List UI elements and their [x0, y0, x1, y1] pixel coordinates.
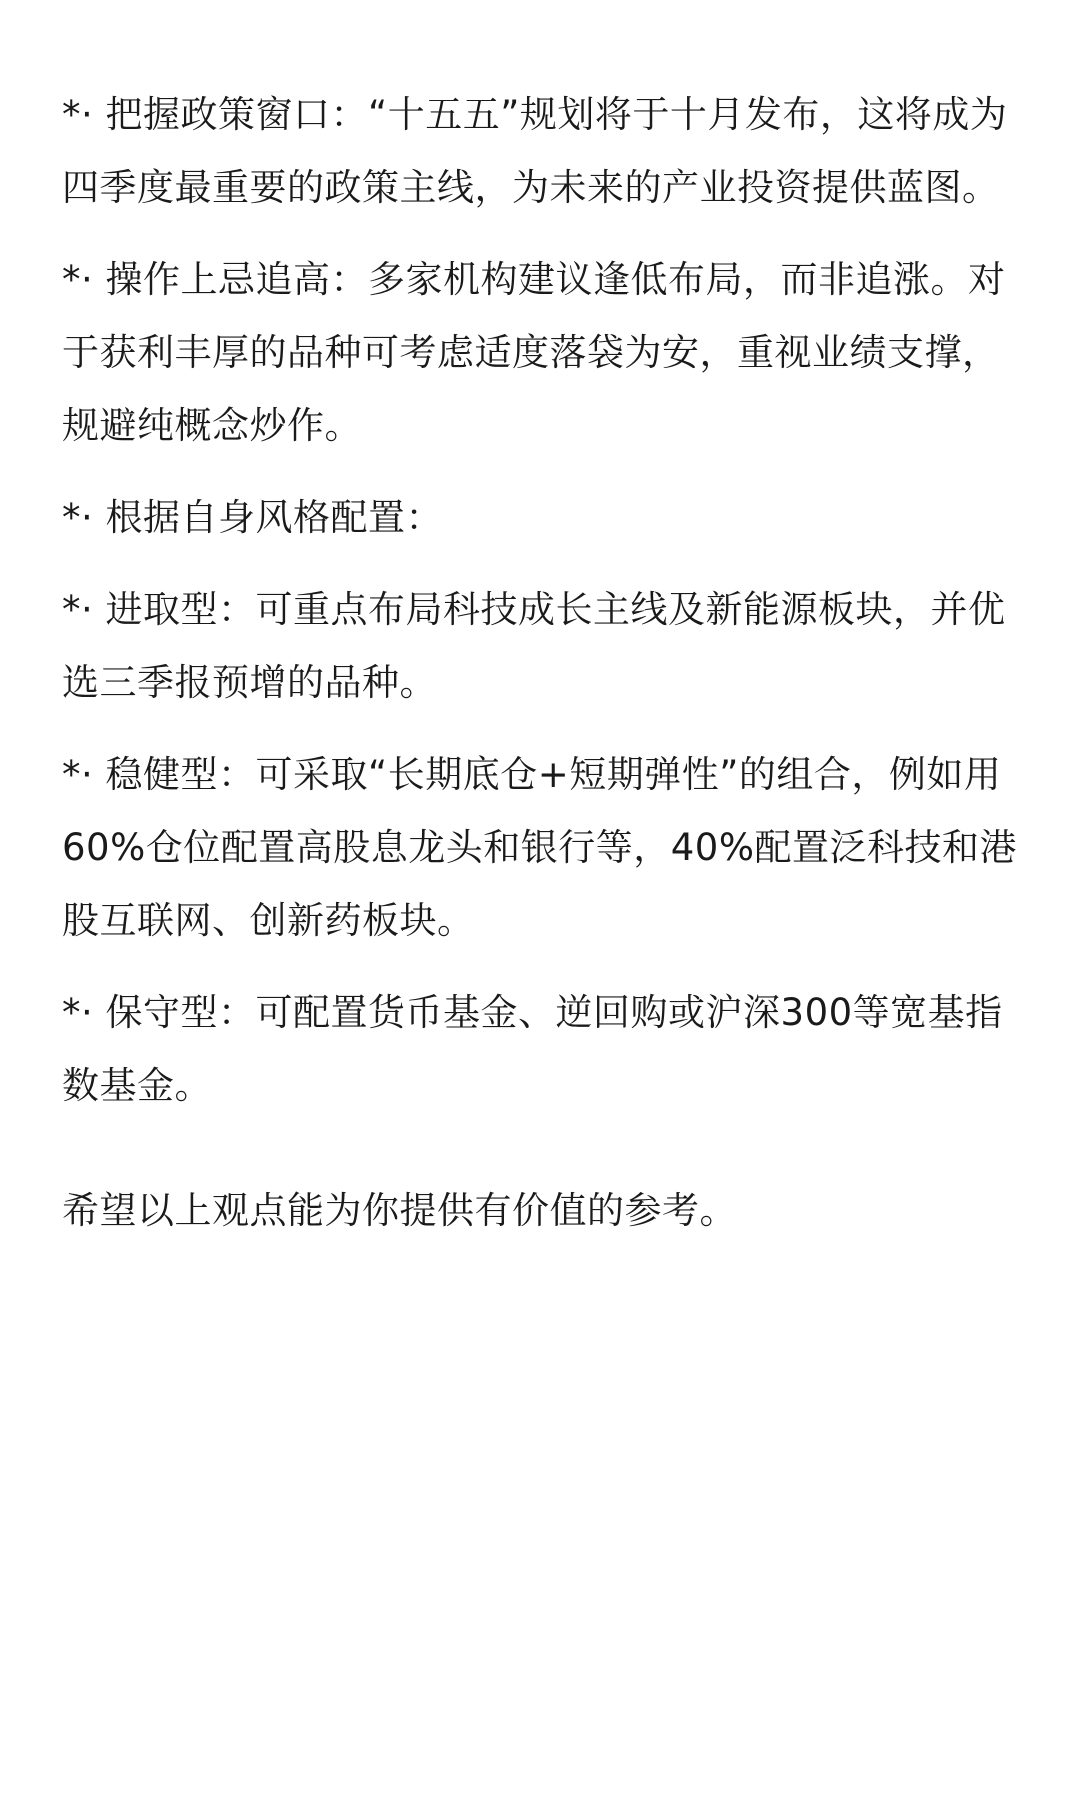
closing-remark: 希望以上观点能为你提供有价值的参考。 [62, 1189, 737, 1232]
bullet-item-balanced [62, 738, 1022, 957]
bullet-text: 稳健型：可采取“长期底仓+短期弹性”的组合，例如用60%仓位配置高股息龙头和银行等，40%配置泛科技和港股互联网、创新药板块。 [62, 753, 1017, 942]
bullet-text: 根据自身风格配置： [105, 496, 444, 539]
bullet-marker: *· [62, 588, 94, 631]
bullet-text: 保守型：可配置货币基金、逆回购或沪深300等宽基指数基金。 [62, 991, 1003, 1107]
bullet-item-conservative [62, 976, 1022, 1122]
bullet-text: 操作上忌追高：多家机构建议逢低布局，而非追涨。对于获利丰厚的品种可考虑适度落袋为安，重视业绩支撑，规避纯概念炒作。 [62, 258, 1006, 447]
bullet-marker: *· [62, 93, 94, 136]
article-content [62, 78, 1022, 1266]
bullet-item-avoid-chasing [62, 243, 1022, 462]
bullet-marker: *· [62, 753, 94, 796]
bullet-text: 把握政策窗口：“十五五”规划将于十月发布，这将成为四季度最重要的政策主线，为未来的产业投资提供蓝图。 [62, 93, 1008, 209]
bullet-item-aggressive [62, 573, 1022, 719]
bullet-marker: *· [62, 496, 94, 539]
bullet-item-policy-window [62, 78, 1022, 224]
bullet-marker: *· [62, 258, 94, 301]
bullet-marker: *· [62, 991, 94, 1034]
bullet-item-style-allocation [62, 481, 1022, 554]
bullet-text: 进取型：可重点布局科技成长主线及新能源板块，并优选三季报预增的品种。 [62, 588, 1006, 704]
